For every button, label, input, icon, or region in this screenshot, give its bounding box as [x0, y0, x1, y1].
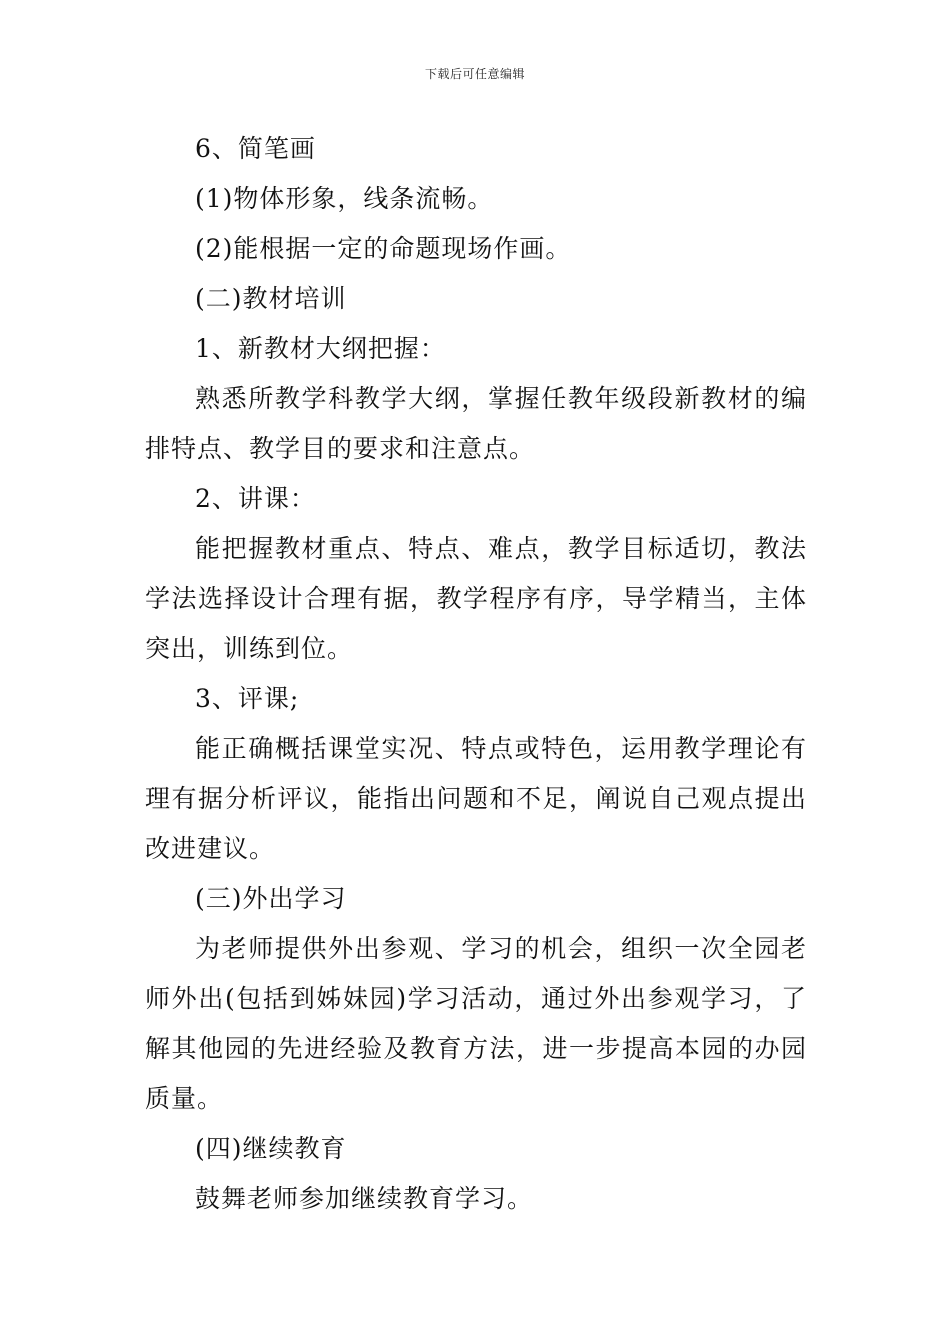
- subheading-lecture: 2、讲课：: [195, 484, 316, 513]
- body-paragraph: 熟悉所教学科教学大纲，掌握任教年级段新教材的编排特点、教学目的要求和注意点。: [145, 384, 807, 463]
- body-paragraph: 为老师提供外出参观、学习的机会，组织一次全园老师外出(包括到姊妹园)学习活动，通过外出参观学习，了解其他园的先进经验及教育方法，进一步提高本园的办园质量。: [145, 934, 807, 1113]
- section-heading-textbook-training: (二)教材培训: [195, 284, 347, 313]
- body-paragraph: 能正确概括课堂实况、特点或特色，运用教学理论有理有据分析评议，能指出问题和不足，阐说自己观点提出改进建议。: [145, 734, 807, 863]
- list-item: (1)物体形象，线条流畅。: [195, 184, 494, 213]
- document-body: [145, 124, 807, 1224]
- list-item: (2)能根据一定的命题现场作画。: [195, 234, 572, 263]
- subheading-syllabus: 1、新教材大纲把握：: [195, 334, 446, 363]
- body-paragraph: 鼓舞老师参加继续教育学习。: [195, 1184, 534, 1213]
- section-heading-external-study: (三)外出学习: [195, 884, 347, 913]
- body-paragraph: 能把握教材重点、特点、难点，教学目标适切，教法学法选择设计合理有据，教学程序有序，导学精当，主体突出，训练到位。: [145, 534, 807, 663]
- subheading-evaluation: 3、评课;: [195, 684, 300, 713]
- page-header: 下载后可任意编辑: [424, 67, 525, 81]
- heading-simple-drawing: 6、简笔画: [195, 134, 316, 163]
- section-heading-continuing-education: (四)继续教育: [195, 1134, 347, 1163]
